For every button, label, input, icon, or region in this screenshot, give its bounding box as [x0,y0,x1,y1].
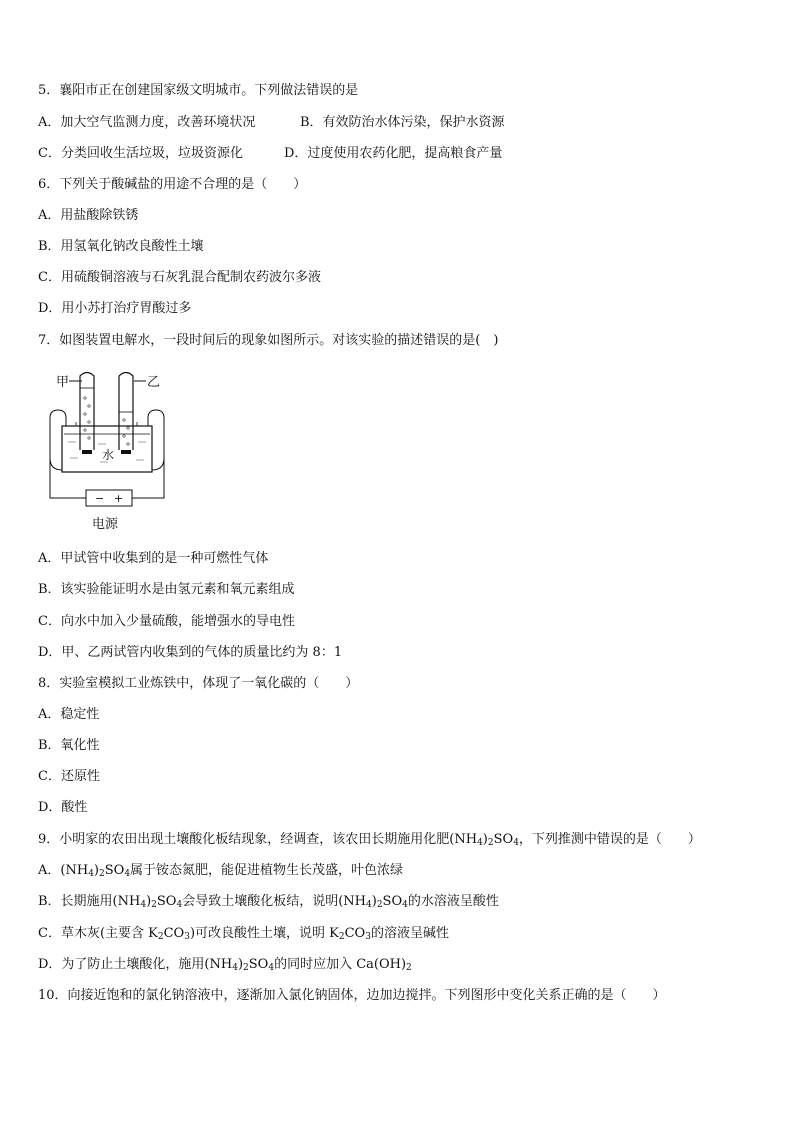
q7-stem: 7．如图装置电解水，一段时间后的现象如图所示。对该实验的描述错误的是( ) [38,333,499,348]
q8-option-a: A．稳定性 [38,707,100,722]
q5-options-cd [38,145,502,163]
label-jia: 甲 [56,375,70,390]
wire-left [50,458,86,498]
q9-option-b: B．长期施用$(NH_4)_2SO_4$会导致土壤酸化板结，说明$(NH_4)_2SO_4$的水溶液呈酸性 [38,894,499,910]
electrolysis-diagram [40,366,190,536]
q8-stem: 8．实验室模拟工业炼铁中，体现了一氧化碳的（ ） [38,676,359,691]
q5-options-ab [38,114,505,132]
q8-option-d: D．酸性 [38,800,88,815]
q5-stem: 5．襄阳市正在创建国家级文明城市。下列做法错误的是 [38,83,359,98]
wire-right [132,458,164,498]
q8-option-b: B．氧化性 [38,738,100,753]
q7-option-d: D．甲、乙两试管内收集到的气体的质量比约为 8：1 [38,645,343,660]
test-tube-jia [80,373,94,451]
q9-option-d: D．为了防止土壤酸化，施用$(NH_4)_2SO_4$的同时应加入 $Ca(OH)_2$ [38,957,412,973]
q8-option-c: C．还原性 [38,769,100,784]
label-yi: 乙 [147,375,161,390]
power-minus: − [95,492,105,505]
q9-option-a: A．$(NH_4)_2SO_4$属于铵态氮肥，能促进植物生长茂盛，叶色浓绿 [38,863,404,879]
q6-option-a: A．用盐酸除铁锈 [38,208,139,223]
power-plus: + [114,492,124,505]
q9-stem: 9．小明家的农田出现土壤酸化板结现象，经调查，该农田长期施用化肥$(NH_4)_2SO_4$，下列推测中错误的是（ ） [38,832,701,848]
q6-option-d: D．用小苏打治疗胃酸过多 [38,301,192,316]
test-tube-yi [119,373,133,451]
q7-option-a: A．甲试管中收集到的是一种可燃性气体 [38,551,269,566]
label-water: 水 [102,448,115,462]
q5-option-c: C．分类回收生活垃圾，垃圾资源化 [38,146,243,161]
q6-option-c: C．用硫酸铜溶液与石灰乳混合配制农药波尔多液 [38,270,321,285]
q7-option-b: B．该实验能证明水是由氢元素和氧元素组成 [38,582,295,597]
power-supply [86,490,132,506]
q5-option-a: A．加大空气监测力度，改善环境状况 [38,115,256,130]
q6-option-b: B．用氢氧化钠改良酸性土壤 [38,239,204,254]
label-power: 电源 [92,517,119,532]
electrode-left [82,450,92,454]
q7-option-c: C．向水中加入少量硫酸，能增强水的导电性 [38,614,295,629]
q9-option-c: C．草木灰(主要含 $K_2CO_3$)可改良酸性土壤，说明 $K_2CO_3$的溶液呈碱性 [38,926,449,942]
electrode-right [121,450,131,454]
q10-stem: 10．向接近饱和的氯化钠溶液中，逐渐加入氯化钠固体，边加边搅拌。下列图形中变化关系正确的是（ ） [38,988,666,1003]
q5-option-b: B．有效防治水体污染，保护水资源 [300,115,505,130]
q6-stem: 6．下列关于酸碱盐的用途不合理的是（ ） [38,177,307,192]
q5-option-d: D．过度使用农药化肥，提高粮食产量 [284,146,503,161]
